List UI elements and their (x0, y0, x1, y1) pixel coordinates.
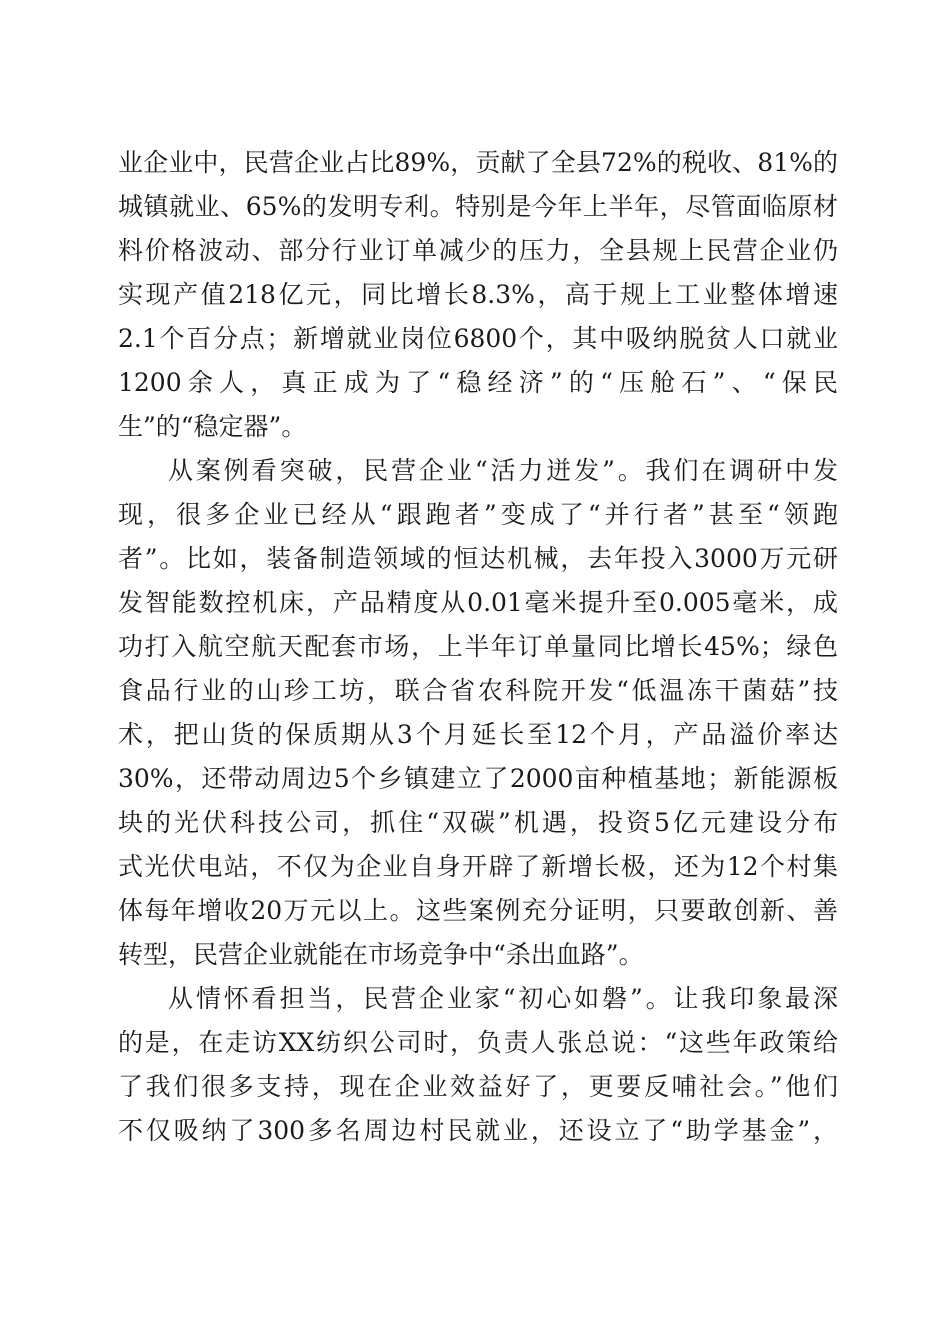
text-line: 了我们很多支持，现在企业效益好了，更要反哺社会。”他们 (118, 1072, 838, 1101)
text-line: 30%，还带动周边5个乡镇建立了2000亩种植基地；新能源板 (118, 764, 838, 793)
paragraph-1 (118, 141, 838, 449)
text-line: 者”。比如，装备制造领域的恒达机械，去年投入3000万元研 (118, 544, 838, 573)
text-line: 从案例看突破，民营企业“活力迸发”。我们在调研中发 (168, 456, 838, 485)
text-line: 转型，民营企业就能在市场竞争中“杀出血路”。 (118, 940, 644, 969)
text-line: 块的光伏科技公司，抓住“双碳”机遇，投资5亿元建设分布 (118, 808, 838, 837)
text-line: 式光伏电站，不仅为企业自身开辟了新增长极，还为12个村集 (118, 852, 838, 881)
paragraph-2 (118, 449, 838, 977)
text-line: 业企业中，民营企业占比89%，贡献了全县72%的税收、81%的 (118, 148, 838, 177)
text-line: 功打入航空航天配套市场，上半年订单量同比增长45%；绿色 (118, 632, 838, 661)
text-line: 术，把山货的保质期从3个月延长至12个月，产品溢价率达 (118, 720, 838, 749)
text-line: 发智能数控机床，产品精度从0.01毫米提升至0.005毫米，成 (118, 588, 838, 617)
text-line: 从情怀看担当，民营企业家“初心如磐”。让我印象最深 (168, 984, 838, 1013)
text-line: 实现产值218亿元，同比增长8.3%，高于规上工业整体增速 (118, 280, 838, 309)
text-line: 现，很多企业已经从“跟跑者”变成了“并行者”甚至“领跑 (118, 500, 838, 529)
text-line: 料价格波动、部分行业订单减少的压力，全县规上民营企业仍 (118, 236, 838, 265)
text-line: 城镇就业、65%的发明专利。特别是今年上半年，尽管面临原材 (118, 192, 838, 221)
text-line: 不仅吸纳了300多名周边村民就业，还设立了“助学基金”， (118, 1116, 838, 1145)
text-line: 体每年增收20万元以上。这些案例充分证明，只要敢创新、善 (118, 896, 838, 925)
body-text (118, 141, 838, 1153)
text-line: 食品行业的山珍工坊，联合省农科院开发“低温冻干菌菇”技 (118, 676, 838, 705)
text-line: 的是，在走访XX纺织公司时，负责人张总说：“这些年政策给 (118, 1028, 838, 1057)
paragraph-3 (118, 977, 838, 1153)
text-line: 2.1个百分点；新增就业岗位6800个，其中吸纳脱贫人口就业 (118, 324, 838, 353)
text-line: 生”的“稳定器”。 (118, 412, 307, 441)
text-line: 1200余人，真正成为了“稳经济”的“压舱石”、“保民 (118, 368, 838, 397)
